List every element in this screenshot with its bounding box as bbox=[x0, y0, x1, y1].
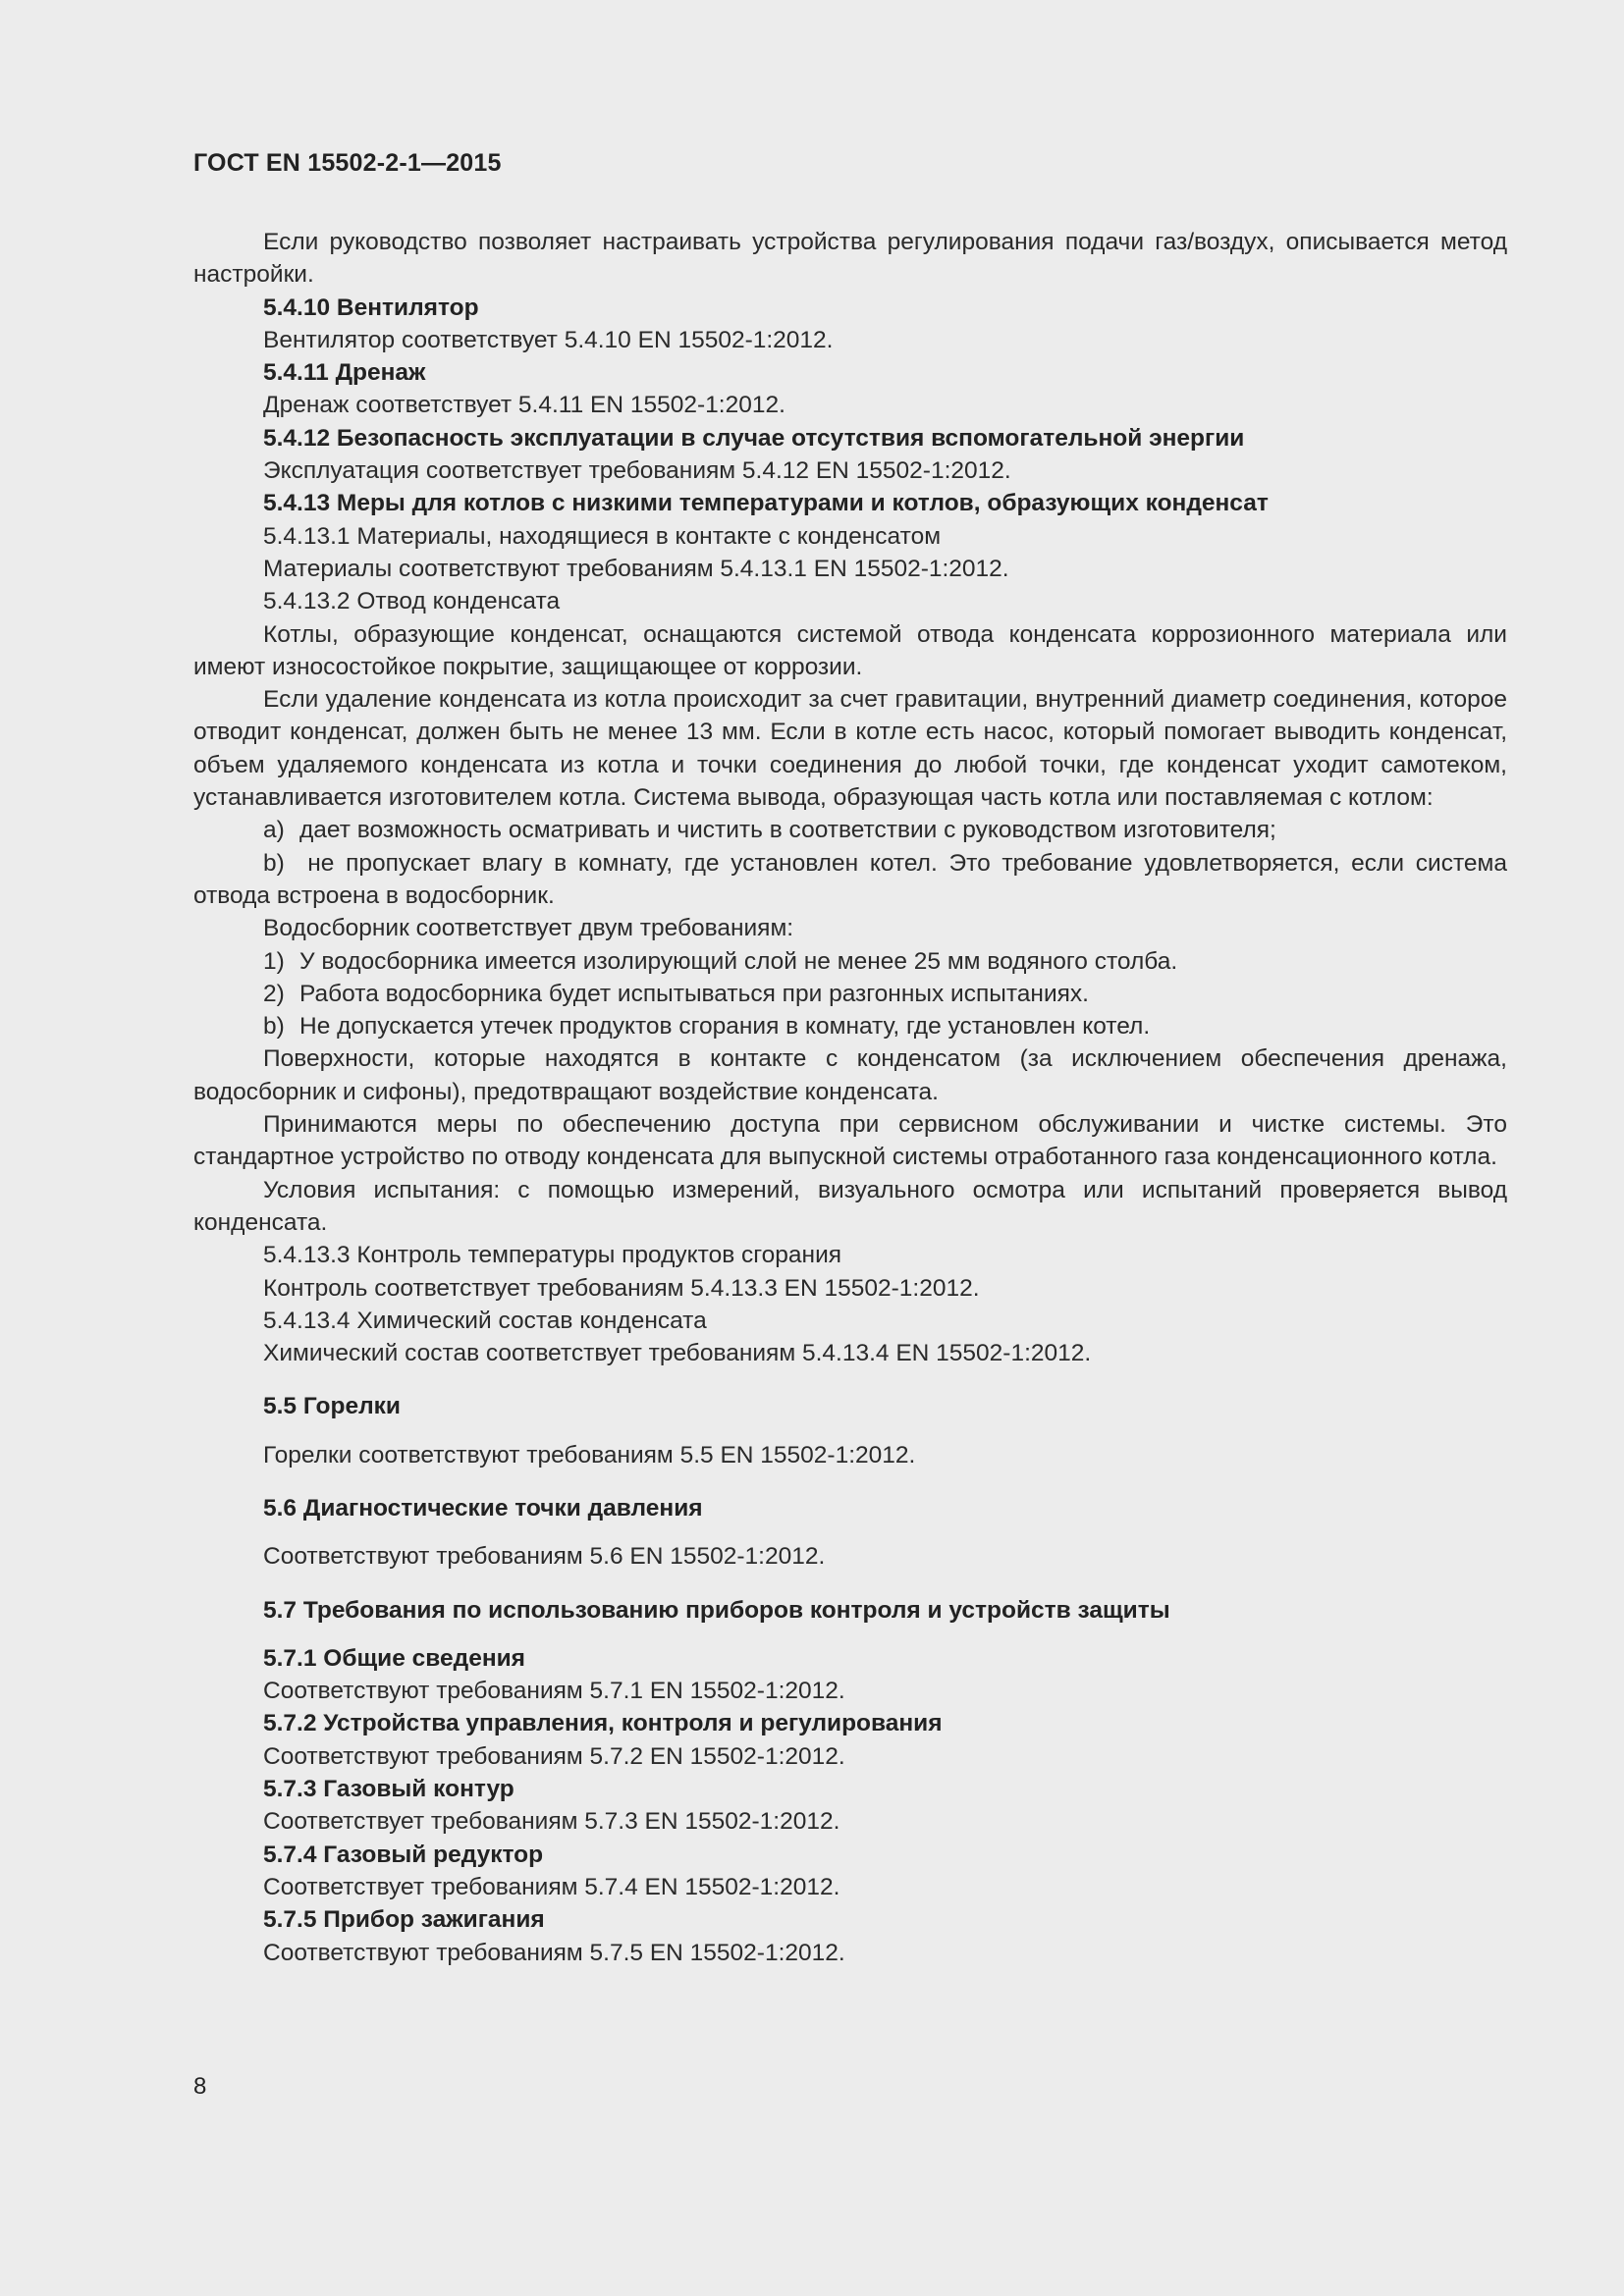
list-marker: b) bbox=[263, 849, 285, 877]
paragraph-5-7-1: Соответствуют требованиям 5.7.1 EN 15502-1:2012. bbox=[263, 1678, 845, 1705]
paragraph-5-7-3: Соответствует требованиям 5.7.3 EN 15502-1:2012. bbox=[263, 1808, 840, 1836]
heading-5-4-13: 5.4.13 Меры для котлов с низкими температурами и котлов, образующих конденсат bbox=[263, 490, 1269, 517]
heading-5-5: 5.5 Горелки bbox=[263, 1393, 401, 1420]
paragraph-measures: Принимаются меры по обеспечению доступа при сервисном обслуживании и чистке системы. Это стандартное устройство по отводу конденсата для выпускной системы отработанного газа конденсационного котла. bbox=[193, 1111, 1507, 1171]
heading-5-7: 5.7 Требования по использованию приборов контроля и устройств защиты bbox=[263, 1596, 1170, 1624]
heading-5-4-13-3: 5.4.13.3 Контроль температуры продуктов сгорания bbox=[263, 1242, 842, 1269]
list-text: Не допускается утечек продуктов сгорания в комнату, где установлен котел. bbox=[299, 1013, 1151, 1041]
heading-5-4-11: 5.4.11 Дренаж bbox=[263, 359, 426, 387]
page-number: 8 bbox=[193, 2073, 207, 2100]
list-item-2 bbox=[193, 978, 1507, 1010]
list-marker: 2) bbox=[263, 980, 285, 1007]
heading-5-7-5: 5.7.5 Прибор зажигания bbox=[263, 1906, 545, 1934]
heading-5-4-13-4: 5.4.13.4 Химический состав конденсата bbox=[263, 1307, 707, 1334]
list-marker: a) bbox=[263, 817, 285, 844]
paragraph-5-4-13-1: Материалы соответствуют требованиям 5.4.13.1 EN 15502-1:2012. bbox=[263, 555, 1009, 582]
list-item-a bbox=[193, 814, 1507, 846]
list-item-b2 bbox=[193, 1010, 1507, 1042]
heading-5-7-4: 5.7.4 Газовый редуктор bbox=[263, 1841, 544, 1868]
list-marker: b) bbox=[263, 1013, 285, 1041]
paragraph-5-7-2: Соответствуют требованиям 5.7.2 EN 15502-1:2012. bbox=[263, 1742, 845, 1770]
paragraph-vodosbornik: Водосборник соответствует двум требованиям: bbox=[263, 915, 794, 942]
paragraph-5-4-13-4: Химический состав соответствует требованиям 5.4.13.4 EN 15502-1:2012. bbox=[263, 1340, 1092, 1367]
heading-5-6: 5.6 Диагностические точки давления bbox=[263, 1494, 703, 1522]
heading-5-4-13-1: 5.4.13.1 Материалы, находящиеся в контакте с конденсатом bbox=[263, 522, 942, 550]
list-item-b bbox=[193, 847, 1507, 913]
heading-5-4-13-2: 5.4.13.2 Отвод конденсата bbox=[263, 588, 561, 615]
heading-5-7-3: 5.7.3 Газовый контур bbox=[263, 1776, 514, 1803]
paragraph-5-4-11: Дренаж соответствует 5.4.11 EN 15502-1:2012. bbox=[263, 392, 785, 419]
paragraph-5-6: Соответствуют требованиям 5.6 EN 15502-1:2012. bbox=[263, 1543, 826, 1571]
paragraph-5-4-13-3: Контроль соответствует требованиям 5.4.13.3 EN 15502-1:2012. bbox=[263, 1274, 980, 1302]
paragraph-5-7-4: Соответствует требованиям 5.7.4 EN 15502-1:2012. bbox=[263, 1873, 840, 1900]
paragraph-5-7-5: Соответствуют требованиям 5.7.5 EN 15502-1:2012. bbox=[263, 1939, 845, 1966]
heading-5-7-2: 5.7.2 Устройства управления, контроля и регулирования bbox=[263, 1710, 943, 1737]
list-text: Работа водосборника будет испытываться при разгонных испытаниях. bbox=[299, 980, 1089, 1007]
paragraph-5-4-10: Вентилятор соответствует 5.4.10 EN 15502-1:2012. bbox=[263, 326, 834, 353]
list-text: не пропускает влагу в комнату, где установлен котел. Это требование удовлетворяется, если система отвода встроена в водосборник. bbox=[193, 849, 1507, 909]
paragraph-condensate-gravity: Если удаление конденсата из котла происходит за счет гравитации, внутренний диаметр соединения, которое отводит конденсат, должен быть не менее 13 мм. Если в котле есть насос, который помогает выводить конденсат, объем удаляемого конденсата из котла и точки соединения до любой точки, где конденсат уходит самотеком, устанавливается изготовителем котла. Система вывода, образующая часть котла или поставляемая с котлом: bbox=[193, 686, 1507, 812]
heading-5-7-1: 5.7.1 Общие сведения bbox=[263, 1644, 525, 1672]
heading-5-4-10: 5.4.10 Вентилятор bbox=[263, 294, 479, 321]
list-marker: 1) bbox=[263, 947, 285, 975]
paragraph-surfaces: Поверхности, которые находятся в контакте с конденсатом (за исключением обеспечения дренажа, водосборник и сифоны), предотвращают воздействие конденсата. bbox=[193, 1045, 1507, 1105]
paragraph-test-conditions: Условия испытания: с помощью измерений, визуального осмотра или испытаний проверяется вывод конденсата. bbox=[193, 1176, 1507, 1236]
document-body bbox=[193, 226, 1507, 1969]
list-item-1 bbox=[193, 945, 1507, 978]
list-text: У водосборника имеется изолирующий слой не менее 25 мм водяного столба. bbox=[299, 947, 1178, 975]
document-header: ГОСТ EN 15502-2-1—2015 bbox=[193, 149, 502, 177]
list-text: дает возможность осматривать и чистить в соответствии с руководством изготовителя; bbox=[299, 817, 1276, 844]
paragraph-5-5: Горелки соответствуют требованиям 5.5 EN 15502-1:2012. bbox=[263, 1441, 916, 1468]
paragraph-5-4-12: Эксплуатация соответствует требованиям 5.4.12 EN 15502-1:2012. bbox=[263, 457, 1011, 485]
paragraph-intro: Если руководство позволяет настраивать устройства регулирования подачи газ/воздух, описывается метод настройки. bbox=[193, 229, 1507, 289]
paragraph-condensate-systems: Котлы, образующие конденсат, оснащаются системой отвода конденсата коррозионного материала или имеют износостойкое покрытие, защищающее от коррозии. bbox=[193, 620, 1507, 680]
heading-5-4-12: 5.4.12 Безопасность эксплуатации в случае отсутствия вспомогательной энергии bbox=[263, 424, 1245, 452]
